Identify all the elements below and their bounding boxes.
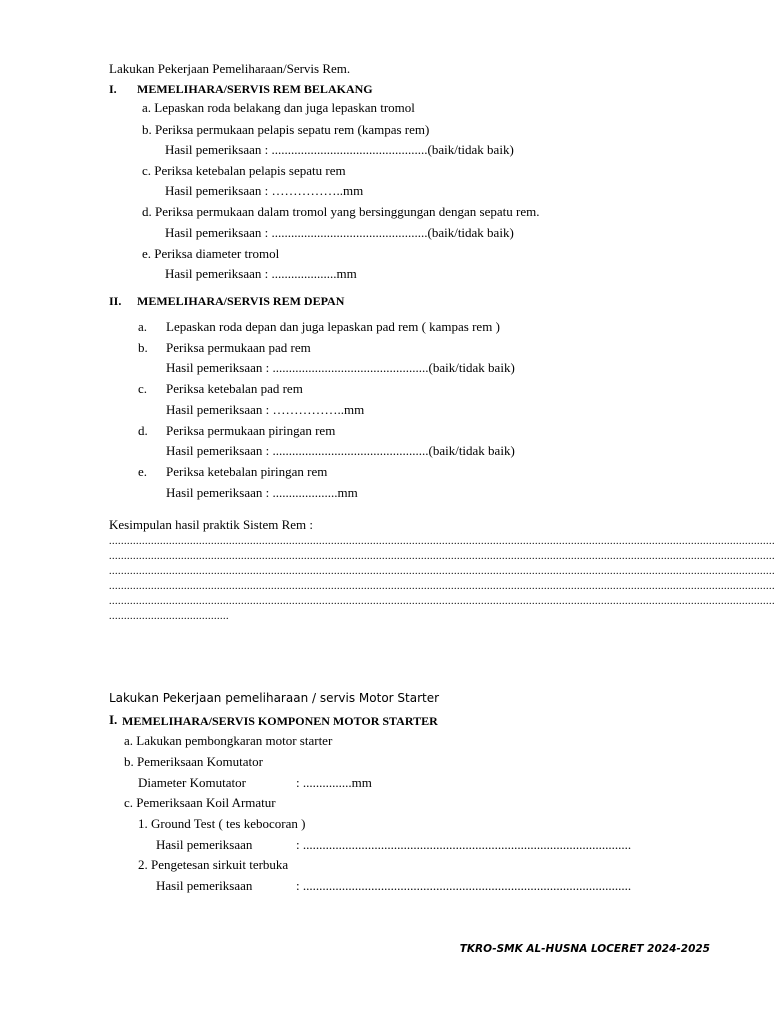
field-label: Hasil pemeriksaan bbox=[156, 878, 253, 893]
result-c: Hasil pemeriksaan : ……………..mm bbox=[165, 183, 364, 198]
step-b: b. Periksa permukaan pelapis sepatu rem (kampas rem) bbox=[142, 122, 430, 137]
step-b: b. Pemeriksaan Komutator bbox=[124, 754, 263, 769]
conclusion-line: .............................................................................................................................................................................................................................. bbox=[109, 536, 775, 547]
intro-rem: Lakukan Pekerjaan Pemeliharaan/Servis Rem. bbox=[109, 61, 351, 76]
step-d: d. Periksa permukaan dalam tromol yang bersinggungan dengan sepatu rem. bbox=[142, 204, 540, 219]
step-label: c. bbox=[138, 381, 148, 396]
step-c: c. Pemeriksaan Koil Armatur bbox=[124, 795, 276, 810]
section-number: II. bbox=[109, 294, 122, 308]
step-a: Lepaskan roda depan dan juga lepaskan pad rem ( kampas rem ) bbox=[166, 319, 500, 334]
step-a: a. Lepaskan roda belakang dan juga lepaskan tromol bbox=[142, 100, 415, 115]
conclusion-line: .............................................................................................................................................................................................................................. bbox=[109, 581, 775, 592]
result-e: Hasil pemeriksaan : ....................mm bbox=[166, 485, 358, 500]
section-number: I. bbox=[109, 712, 118, 727]
step-e: e. Periksa diameter tromol bbox=[142, 246, 280, 261]
result-d: Hasil pemeriksaan : ................................................(baik/tidak baik) bbox=[166, 443, 515, 458]
step-c: c. Periksa ketebalan pelapis sepatu rem bbox=[142, 163, 346, 178]
step-label: a. bbox=[138, 319, 148, 334]
step-a: a. Lakukan pembongkaran motor starter bbox=[124, 733, 333, 748]
step-label: e. bbox=[138, 464, 148, 479]
result-d: Hasil pemeriksaan : ................................................(baik/tidak baik) bbox=[165, 225, 514, 240]
section-title-front-brake: MEMELIHARA/SERVIS REM DEPAN bbox=[137, 294, 345, 308]
result-e: Hasil pemeriksaan : ....................mm bbox=[165, 266, 357, 281]
field-label: Diameter Komutator bbox=[138, 775, 246, 790]
field-value: : ..................................................................................................... bbox=[296, 878, 632, 893]
step-d: Periksa permukaan piringan rem bbox=[166, 423, 336, 438]
step-label: d. bbox=[138, 423, 148, 438]
substep-2: 2. Pengetesan sirkuit terbuka bbox=[138, 857, 289, 872]
result-b: Hasil pemeriksaan : ................................................(baik/tidak baik) bbox=[166, 360, 515, 375]
substep-1: 1. Ground Test ( tes kebocoran ) bbox=[138, 816, 306, 831]
field-value: : ...............mm bbox=[296, 775, 372, 790]
field-value: : ..................................................................................................... bbox=[296, 837, 632, 852]
step-e: Periksa ketebalan piringan rem bbox=[166, 464, 328, 479]
result-b: Hasil pemeriksaan : ................................................(baik/tidak baik) bbox=[165, 142, 514, 157]
section-number: I. bbox=[109, 82, 117, 96]
step-label: b. bbox=[138, 340, 148, 355]
conclusion-line: .............................................................................................................................................................................................................................. bbox=[109, 551, 775, 562]
step-b: Periksa permukaan pad rem bbox=[166, 340, 311, 355]
conclusion-label: Kesimpulan hasil praktik Sistem Rem : bbox=[109, 517, 314, 532]
conclusion-line-end: ........................................ bbox=[109, 611, 229, 622]
section-title-starter: MEMELIHARA/SERVIS KOMPONEN MOTOR STARTER bbox=[122, 714, 438, 728]
intro-starter: Lakukan Pekerjaan pemeliharaan / servis Motor Starter bbox=[109, 691, 440, 705]
field-label: Hasil pemeriksaan bbox=[156, 837, 253, 852]
conclusion-line: .............................................................................................................................................................................................................................. bbox=[109, 566, 775, 577]
step-c: Periksa ketebalan pad rem bbox=[166, 381, 303, 396]
result-c: Hasil pemeriksaan : ……………..mm bbox=[166, 402, 365, 417]
section-title-rear-brake: MEMELIHARA/SERVIS REM BELAKANG bbox=[137, 82, 373, 96]
footer-text: TKRO-SMK AL-HUSNA LOCERET 2024-2025 bbox=[459, 943, 710, 955]
conclusion-line: .............................................................................................................................................................................................................................. bbox=[109, 596, 775, 607]
